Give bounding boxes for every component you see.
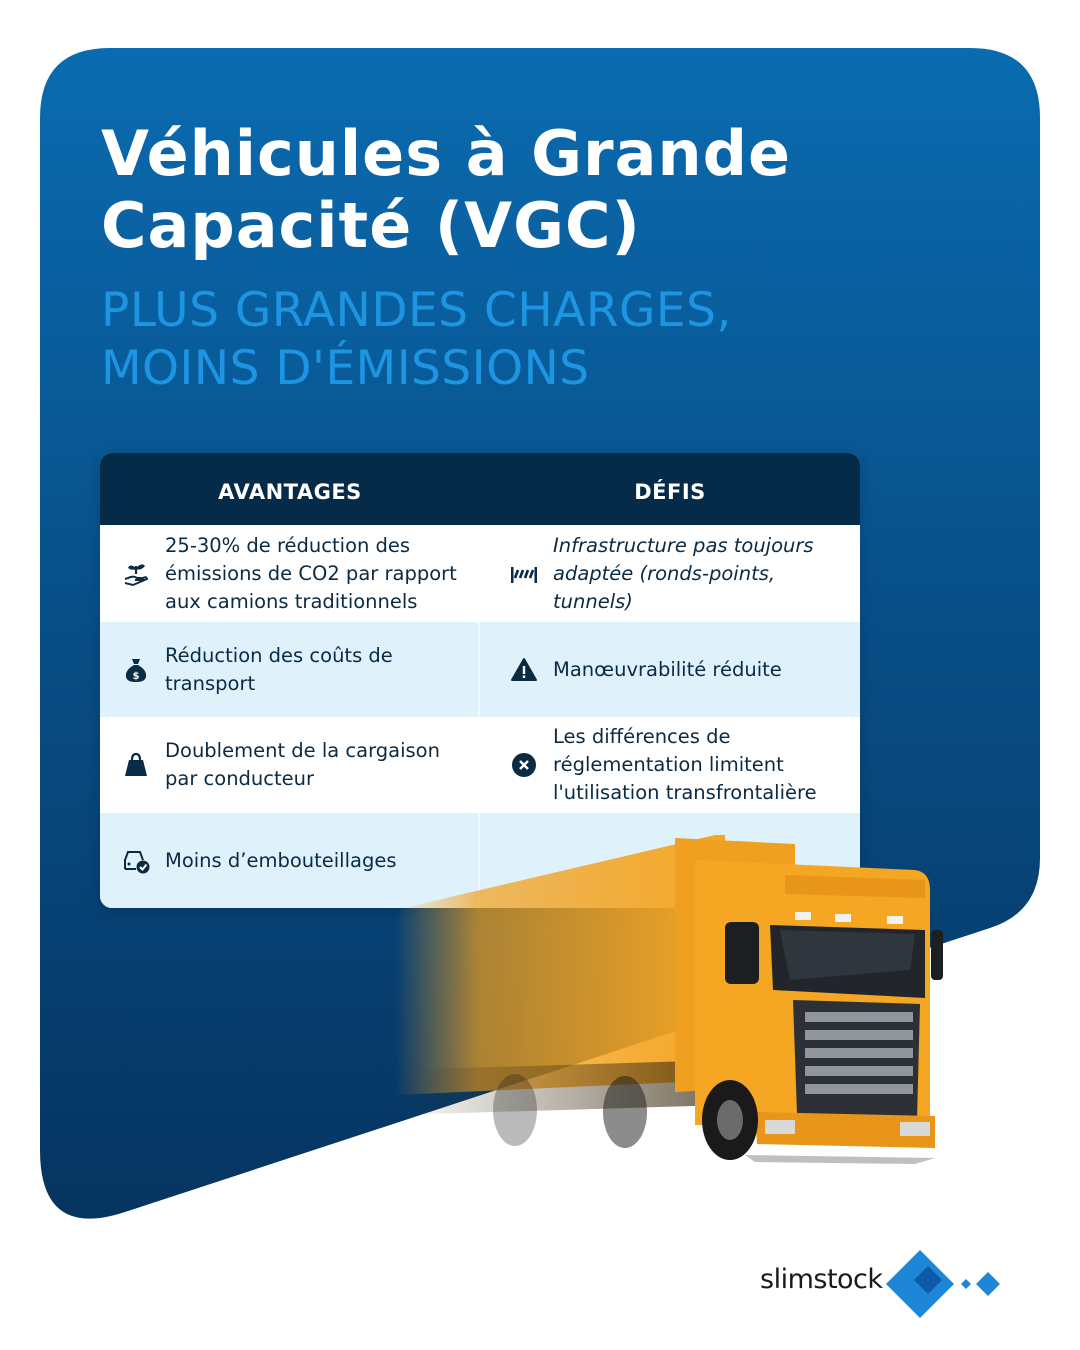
advantage-cell	[100, 717, 478, 813]
table-row	[100, 525, 860, 622]
challenge-cell	[480, 525, 860, 622]
advantage-cell	[100, 525, 478, 622]
traffic-check-icon	[122, 847, 150, 875]
plant-in-hand-icon	[122, 560, 150, 588]
challenge-text: Manœuvrabilité réduite	[553, 657, 782, 681]
money-bag-icon	[122, 656, 150, 684]
close-circle-icon	[510, 751, 538, 779]
brand-logo	[760, 1248, 1010, 1320]
challenge-cell	[480, 717, 860, 813]
advantage-text: Réduction des coûts de transport	[165, 643, 393, 695]
challenge-text: Infrastructure pas toujours adaptée (ronds-points, tunnels)	[553, 533, 814, 613]
subtitle-line-2: MOINS D'ÉMISSIONS	[101, 341, 590, 396]
table-header	[100, 453, 860, 525]
brand-name: slimstock	[760, 1264, 883, 1295]
advantage-cell	[100, 622, 478, 717]
subtitle-line-1: PLUS GRANDES CHARGES,	[101, 283, 732, 338]
diamond-logo-icon	[884, 1248, 1010, 1320]
title-line-1: Véhicules à Grande	[101, 117, 792, 190]
table-row	[100, 717, 860, 813]
page-subtitle	[101, 282, 901, 398]
truck-illustration	[395, 830, 955, 1170]
warning-icon	[510, 656, 538, 684]
cargo-bag-icon	[122, 751, 150, 779]
svg-text:$: $	[132, 670, 140, 682]
advantage-text: Doublement de la cargaison par conducteur	[165, 739, 440, 790]
challenge-cell	[480, 622, 860, 717]
header-challenges: DÉFIS	[634, 480, 706, 504]
advantage-text: Moins d’embouteillages	[165, 848, 397, 872]
advantage-text: 25-30% de réduction des émissions de CO2 par rapport aux camions traditionnels	[165, 533, 457, 613]
challenge-text: Les différences de réglementation limitent l'utilisation transfrontalière	[553, 725, 817, 804]
page-title	[101, 118, 861, 262]
header-advantages: AVANTAGES	[218, 480, 362, 504]
table-row	[100, 622, 860, 717]
road-barrier-icon	[510, 560, 538, 588]
title-line-2: Capacité (VGC)	[101, 189, 641, 262]
